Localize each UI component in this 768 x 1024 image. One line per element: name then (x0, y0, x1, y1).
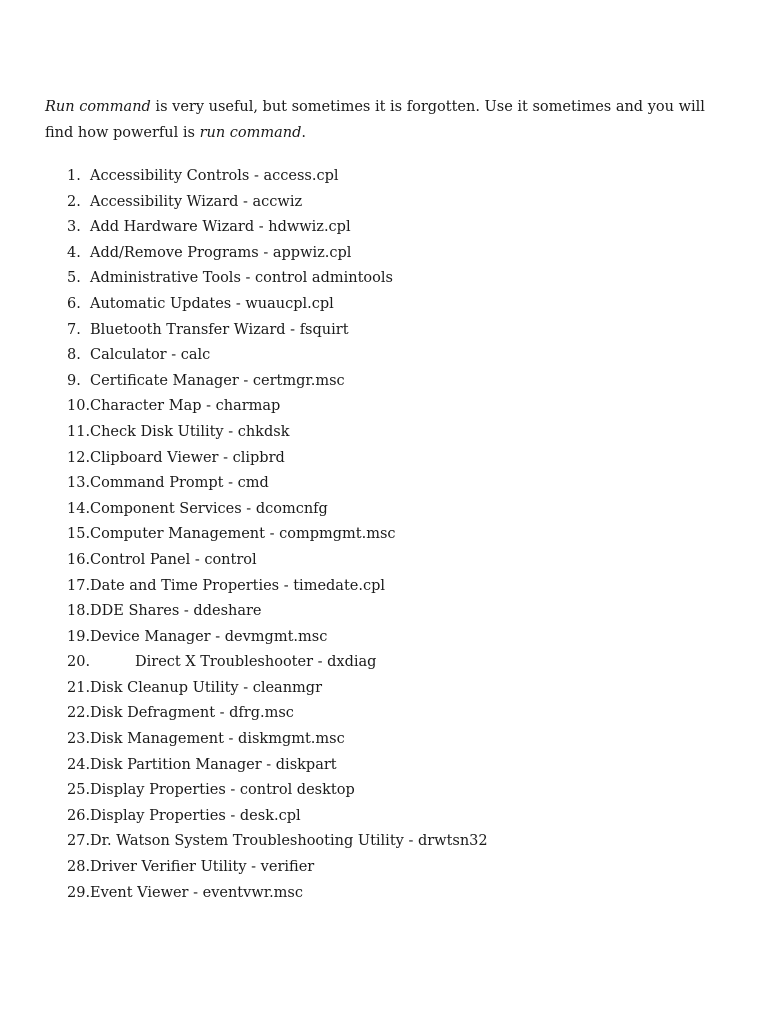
list-item-text: Control Panel - control (90, 551, 257, 568)
intro-text: is very useful, but sometimes it is forgotten. Use it sometimes and you will find how powerful is (45, 99, 705, 141)
list-item (0, 753, 768, 779)
list-item-number: 10. (67, 398, 91, 415)
list-item-text: Date and Time Properties - timedate.cpl (90, 577, 386, 594)
list-item-text: Calculator - calc (90, 347, 211, 364)
list-item (0, 471, 768, 497)
list-item-number: 18. (67, 603, 91, 620)
list-item (0, 266, 768, 292)
intro-period: . (301, 125, 307, 141)
intro-paragraph (45, 94, 735, 146)
list-item-text: Display Properties - desk.cpl (90, 807, 301, 824)
list-item-number: 21. (67, 679, 91, 696)
list-item-number: 7. (67, 321, 81, 338)
list-item-number: 1. (67, 168, 81, 184)
list-item-number: 28. (67, 859, 91, 876)
list-item-number: 9. (67, 372, 81, 389)
list-item-text: Disk Partition Manager - diskpart (90, 756, 337, 773)
list-item-text: Accessibility Wizard - accwiz (90, 193, 303, 210)
list-item (0, 343, 768, 369)
list-item-number: 17. (67, 577, 91, 594)
list-item (0, 574, 768, 600)
list-item-number: 14. (67, 500, 91, 517)
list-item-text: Disk Defragment - dfrg.msc (90, 705, 294, 722)
list-item-text: Computer Management - compmgmt.msc (90, 526, 396, 543)
list-item (0, 164, 768, 190)
list-item (0, 394, 768, 420)
list-item (0, 599, 768, 625)
list-item (0, 778, 768, 804)
list-item-text: Driver Verifier Utility - verifier (90, 859, 315, 876)
list-item-number: 13. (67, 475, 91, 492)
list-item-number: 26. (67, 807, 91, 824)
list-item (0, 369, 768, 395)
list-item-number: 27. (67, 833, 91, 850)
list-item-number: 25. (67, 782, 91, 799)
list-item (0, 292, 768, 318)
list-item-number: 19. (67, 628, 91, 645)
list-item-number: 6. (67, 295, 81, 312)
list-item (0, 650, 768, 676)
list-item-text: Display Properties - control desktop (90, 782, 355, 799)
list-item (0, 420, 768, 446)
list-item (0, 829, 768, 855)
list-item-text: Automatic Updates - wuaucpl.cpl (90, 295, 334, 312)
list-item-text: Command Prompt - cmd (90, 475, 269, 492)
list-item (0, 190, 768, 216)
command-list (0, 164, 768, 906)
list-item (0, 881, 768, 907)
list-item (0, 727, 768, 753)
list-item-text: Add Hardware Wizard - hdwwiz.cpl (90, 219, 351, 236)
list-item (0, 625, 768, 651)
list-item-text: Disk Cleanup Utility - cleanmgr (90, 679, 323, 696)
list-item-text: Direct X Troubleshooter - dxdiag (135, 654, 377, 671)
list-item-number: 8. (67, 347, 81, 364)
list-item-number: 2. (67, 193, 81, 210)
list-item-number: 23. (67, 731, 91, 748)
intro-emphasis-run-command-2: run command (199, 125, 302, 141)
list-item-number: 4. (67, 244, 81, 261)
list-item-number: 29. (67, 884, 91, 901)
list-item-text: Certificate Manager - certmgr.msc (90, 372, 345, 389)
list-item-text: Disk Management - diskmgmt.msc (90, 731, 345, 748)
list-item-number: 3. (67, 219, 81, 236)
list-item (0, 804, 768, 830)
list-item (0, 215, 768, 241)
list-item (0, 701, 768, 727)
list-item-number: 22. (67, 705, 91, 722)
list-item-number: 20. (67, 654, 91, 671)
list-item-number: 12. (67, 449, 91, 466)
list-item-text: Component Services - dcomcnfg (90, 500, 328, 517)
list-item (0, 241, 768, 267)
list-item-text: Accessibility Controls - access.cpl (90, 168, 339, 184)
list-item-number: 24. (67, 756, 91, 773)
list-item-number: 16. (67, 551, 91, 568)
list-item (0, 522, 768, 548)
list-item-text: Character Map - charmap (90, 398, 281, 415)
list-item (0, 676, 768, 702)
list-item-number: 15. (67, 526, 91, 543)
list-item-text: Event Viewer - eventvwr.msc (90, 884, 303, 901)
list-item (0, 446, 768, 472)
list-item-text: Add/Remove Programs - appwiz.cpl (90, 244, 352, 261)
list-item-text: Administrative Tools - control admintools (90, 270, 393, 287)
list-item (0, 497, 768, 523)
list-item (0, 855, 768, 881)
list-item-text: Check Disk Utility - chkdsk (90, 423, 290, 440)
list-item-number: 5. (67, 270, 81, 287)
list-item (0, 318, 768, 344)
list-item-text: Bluetooth Transfer Wizard - fsquirt (90, 321, 349, 338)
list-item-text: Dr. Watson System Troubleshooting Utility - drwtsn32 (90, 833, 488, 850)
list-item-number: 11. (67, 423, 91, 440)
list-item-text: DDE Shares - ddeshare (90, 603, 262, 620)
list-item-text: Clipboard Viewer - clipbrd (90, 449, 285, 466)
list-item-text: Device Manager - devmgmt.msc (90, 628, 328, 645)
intro-emphasis-run-command: Run command (45, 99, 151, 115)
list-item (0, 548, 768, 574)
